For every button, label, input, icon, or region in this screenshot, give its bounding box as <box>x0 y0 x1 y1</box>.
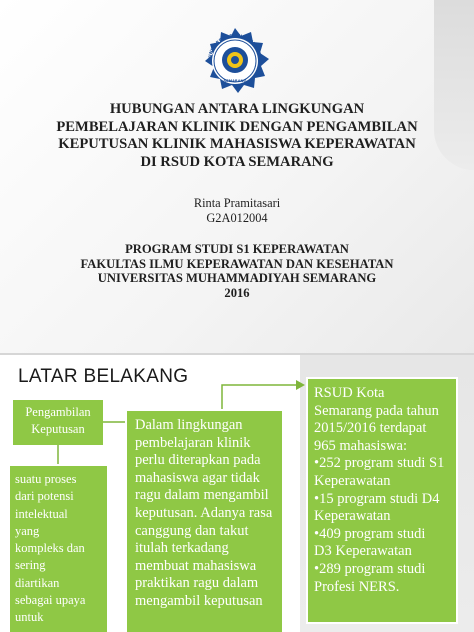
box-line: pembelajaran klinik <box>135 434 251 451</box>
box-line: diartikan <box>15 575 60 590</box>
author-name: Rinta Pramitasari <box>193 196 281 210</box>
box-line: mahasiswa agar tidak <box>135 469 260 486</box>
title-line: PEMBELAJARAN KLINIK DENGAN PENGAMBILAN <box>56 118 418 135</box>
box-line: Keperawatan <box>314 508 391 525</box>
logo-ring-text: UNIVERSITAS MUHAMMADIYA <box>208 33 263 61</box>
title-line: DI RSUD KOTA SEMARANG <box>140 153 334 170</box>
box-line: keputusan. Adanya rasa <box>135 504 273 521</box>
box-line: Keputusan <box>31 422 85 436</box>
author-student-id: G2A012004 <box>206 210 268 225</box>
box-line: kompleks dan <box>15 541 85 556</box>
box-line: perlu diterapkan pada <box>135 452 261 469</box>
box-line: sering <box>15 558 46 573</box>
university-logo-icon <box>199 27 271 95</box>
definition-box <box>8 464 109 632</box>
box-line: itulah terkadang <box>135 540 229 557</box>
box-line: 965 mahasiswa: <box>314 437 408 454</box>
box-line: RSUD Kota <box>314 385 385 401</box>
box-line: Semarang pada tahun <box>314 402 439 419</box>
box-line: dari potensi <box>15 489 74 504</box>
box-line: •252 program studi S1 <box>314 455 445 472</box>
author-block <box>20 196 454 225</box>
title-line: HUBUNGAN ANTARA LINGKUNGAN <box>109 101 365 117</box>
box-line: mengambil keputusan <box>135 592 263 609</box>
box-line: canggung dan takut <box>135 522 249 539</box>
box-line: •409 program studi <box>314 525 426 542</box>
program-line: PROGRAM STUDI S1 KEPERAWATAN <box>125 242 349 256</box>
box-line: Pengambilan <box>25 405 91 419</box>
institution-block <box>20 242 454 300</box>
university-line: UNIVERSITAS MUHAMMADIYAH SEMARANG <box>97 271 377 286</box>
logo-bottom-text: SEMARANG <box>223 79 247 83</box>
box-line: Keperawatan <box>314 472 391 489</box>
clinical-learning-box <box>125 409 284 632</box>
box-line: •289 program studi <box>314 560 426 577</box>
hospital-statistics-box <box>306 377 458 624</box>
box-line: praktikan ragu dalam <box>135 575 259 592</box>
box-line: 2015/2016 terdapat <box>314 420 427 437</box>
faculty-line: FAKULTAS ILMU KEPERAWATAN DAN KESEHATAN <box>80 256 394 271</box>
box-line: untuk <box>15 610 44 625</box>
box-line: intelektual <box>15 506 68 521</box>
slide-heading: LATAR BELAKANG <box>18 366 189 387</box>
box-line: suatu proses <box>15 472 77 486</box>
box-line: ragu dalam mengambil <box>135 487 269 504</box>
year-line: 2016 <box>224 285 250 300</box>
title-line: KEPUTUSAN KLINIK MAHASISWA KEPERAWATAN <box>58 136 416 152</box>
box-line: D3 Keperawatan <box>314 543 412 560</box>
box-line: membuat mahasiswa <box>135 557 257 574</box>
background-slide <box>0 355 474 632</box>
box-line: yang <box>15 523 40 538</box>
box-line: •15 program studi D4 <box>314 490 440 507</box>
thesis-title <box>20 101 454 171</box>
box-line: Profesi NERS. <box>314 578 400 595</box>
box-line: Dalam lingkungan <box>135 417 243 433</box>
box-line: sebagai upaya <box>15 593 86 608</box>
decision-making-box <box>13 400 103 445</box>
